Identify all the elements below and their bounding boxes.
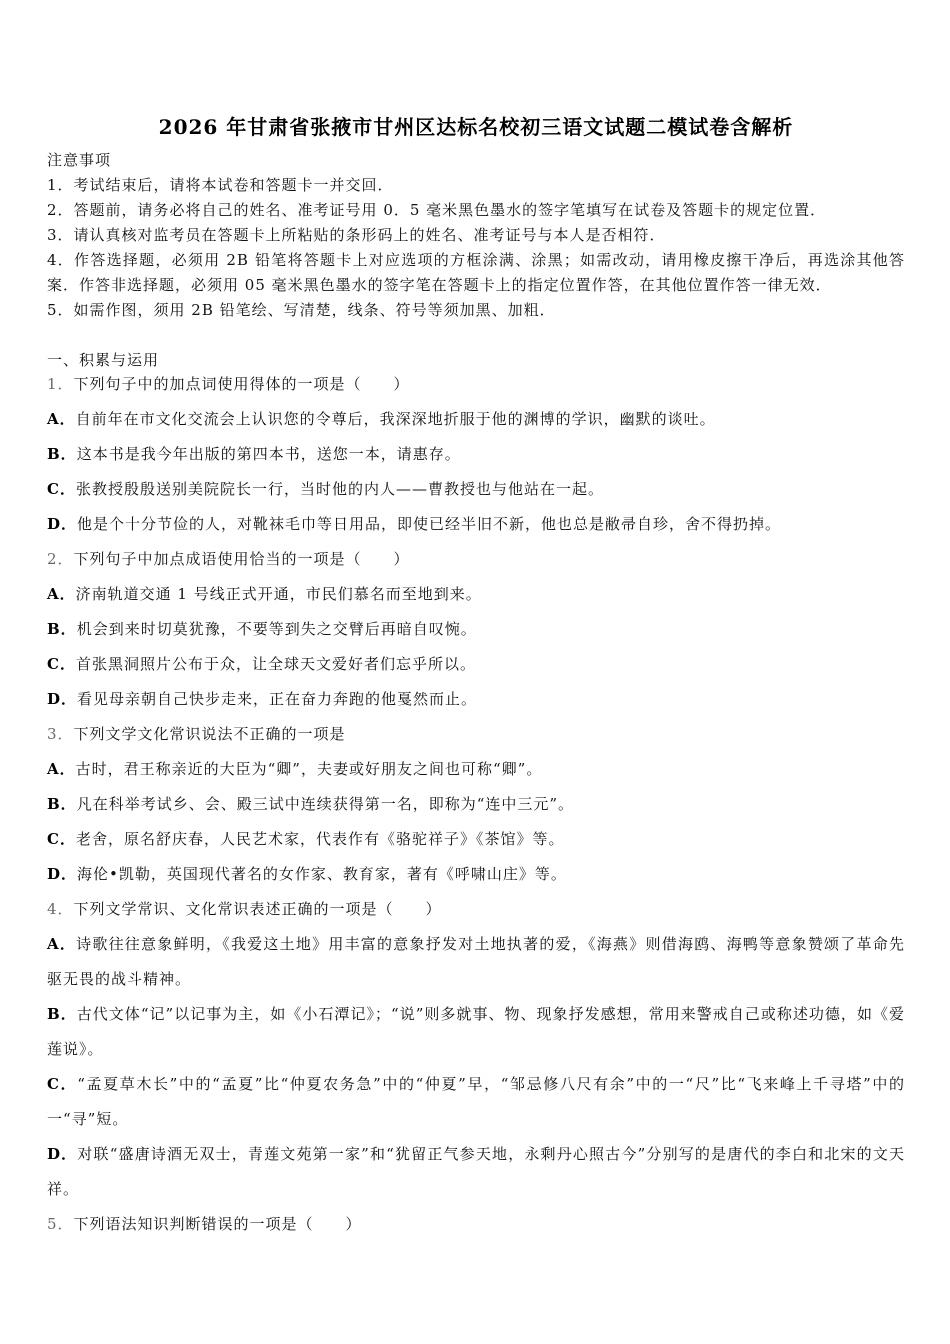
- question-4-number: 4．: [47, 900, 74, 918]
- notice-item-1: 1．考试结束后，请将本试卷和答题卡一并交回．: [47, 176, 394, 194]
- option-letter: C．: [47, 1075, 78, 1093]
- question-1-option-a: [47, 402, 905, 437]
- option-letter: B．: [47, 795, 77, 813]
- option-letter: C．: [47, 830, 76, 848]
- option-letter: C．: [47, 480, 76, 498]
- notice-item-3: 3．请认真核对监考员在答题卡上所粘贴的条形码上的姓名、准考证号与本人是否相符．: [47, 226, 666, 244]
- option-text: 海伦•凯勒，英国现代著名的女作家、教育家，著有《呼啸山庄》等。: [77, 865, 567, 883]
- notice-item-5: 5．如需作图，须用 2B 铅笔绘、写清楚，线条、符号等须加黑、加粗．: [47, 301, 556, 319]
- question-1-stem: 下列句子中的加点词使用得体的一项是（ ）: [73, 375, 410, 393]
- question-1-option-b: [47, 437, 905, 472]
- notice-heading: 注意事项: [47, 151, 112, 169]
- option-text: 张教授殷殷送别美院院长一行，当时他的内人——曹教授也与他站在一起。: [75, 480, 604, 498]
- question-4-option-c: [47, 1067, 905, 1137]
- question-3-option-a: [47, 752, 905, 787]
- question-2-option-a: [47, 577, 905, 612]
- question-5-number: 5．: [47, 1215, 74, 1233]
- option-letter: D．: [47, 515, 78, 533]
- notice-item-4: 4．作答选择题，必须用 2B 铅笔将答题卡上对应选项的方框涂满、涂黑；如需改动，请用橡皮擦干净后，再选涂其他答案．作答非选择题，必须用 05 毫米黑色墨水的签字笔在答题卡上的指定位置作答，在其他位置作答一律无效．: [47, 251, 905, 294]
- question-4-option-d: [47, 1137, 905, 1207]
- option-letter: A．: [47, 410, 76, 428]
- question-5-stem: 下列语法知识判断错误的一项是（ ）: [73, 1215, 362, 1233]
- section-heading: 一、积累与运用: [47, 351, 160, 369]
- notice-item-2: 2．答题前，请务必将自己的姓名、准考证号用 0．5 毫米黑色墨水的签字笔填写在试卷及答题卡的规定位置．: [47, 201, 827, 219]
- notice-block: [47, 148, 905, 323]
- option-letter: A．: [47, 935, 77, 953]
- option-text: 老舍，原名舒庆春，人民艺术家，代表作有《骆驼祥子》《茶馆》等。: [75, 830, 565, 848]
- option-text: 古时，君王称亲近的大臣为“卿”，夫妻或好朋友之间也可称“卿”。: [75, 760, 543, 778]
- question-4-stem-line: [47, 892, 905, 927]
- question-1: [47, 367, 905, 542]
- question-2-stem: 下列句子中加点成语使用恰当的一项是（ ）: [73, 550, 410, 568]
- option-letter: D．: [47, 690, 78, 708]
- question-4: [47, 892, 905, 1207]
- option-text: 诗歌往往意象鲜明，《我爱这土地》用丰富的意象抒发对土地执著的爱，《海燕》则借海鸥、海鸭等意象赞颂了革命先驱无畏的战斗精神。: [47, 935, 905, 988]
- option-letter: B．: [47, 1005, 77, 1023]
- document-title: 2026 年甘肃省张掖市甘州区达标名校初三语文试题二模试卷含解析: [158, 115, 794, 139]
- option-text: 这本书是我今年出版的第四本书，送您一本，请惠存。: [76, 445, 461, 463]
- question-4-option-b: [47, 997, 905, 1067]
- question-1-option-c: [47, 472, 905, 507]
- question-4-stem: 下列文学常识、文化常识表述正确的一项是（ ）: [73, 900, 442, 918]
- question-3-stem: 下列文学文化常识说法不正确的一项是: [73, 725, 346, 743]
- page-content: [47, 112, 905, 1242]
- option-text: 机会到来时切莫犹豫，不要等到失之交臂后再暗自叹惋。: [76, 620, 477, 638]
- option-letter: B．: [47, 620, 77, 638]
- question-3-stem-line: [47, 717, 905, 752]
- option-letter: D．: [47, 865, 78, 883]
- option-letter: B．: [47, 445, 77, 463]
- option-text: 济南轨道交通 1 号线正式开通，市民们慕名而至地到来。: [75, 585, 482, 603]
- question-2-option-b: [47, 612, 905, 647]
- option-letter: A．: [47, 585, 76, 603]
- question-1-option-d: [47, 507, 905, 542]
- question-5-stem-line: [47, 1207, 905, 1242]
- option-text: 凡在科举考试乡、会、殿三试中连续获得第一名，即称为“连中三元”。: [76, 795, 575, 813]
- option-text: 古代文体“记”以记事为主，如《小石潭记》；“说”则多就事、物、现象抒发感想，常用来警戒自己或称述功德，如《爱莲说》。: [47, 1005, 905, 1058]
- question-2-option-c: [47, 647, 905, 682]
- option-text: 他是个十分节俭的人，对靴袜毛巾等日用品，即使已经半旧不新，他也总是敝帚自珍，舍不得扔掉。: [77, 515, 782, 533]
- option-letter: C．: [47, 655, 76, 673]
- option-text: “孟夏草木长”中的“孟夏”比“仲夏农务急”中的“仲夏”早，“邹忌修八尺有余”中的一“尺”比“飞来峰上千寻塔”中的一“寻”短。: [47, 1075, 905, 1128]
- question-5: [47, 1207, 905, 1242]
- option-text: 首张黑洞照片公布于众，让全球天文爱好者们忘乎所以。: [75, 655, 476, 673]
- question-3-number: 3．: [47, 725, 74, 743]
- question-1-number: 1．: [47, 375, 74, 393]
- question-3-option-b: [47, 787, 905, 822]
- question-2-option-d: [47, 682, 905, 717]
- question-2-number: 2．: [47, 550, 74, 568]
- question-3-option-c: [47, 822, 905, 857]
- question-2: [47, 542, 905, 717]
- question-3: [47, 717, 905, 892]
- question-3-option-d: [47, 857, 905, 892]
- option-text: 看见母亲朝自己快步走来，正在奋力奔跑的他戛然而止。: [77, 690, 478, 708]
- option-text: 对联“盛唐诗酒无双士，青莲文苑第一家”和“犹留正气参天地，永剩丹心照古今”分别写的是唐代的李白和北宋的文天祥。: [47, 1145, 905, 1198]
- question-2-stem-line: [47, 542, 905, 577]
- option-letter: A．: [47, 760, 76, 778]
- question-1-stem-line: [47, 367, 905, 402]
- option-letter: D．: [47, 1145, 78, 1163]
- question-4-option-a: [47, 927, 905, 997]
- option-text: 自前年在市文化交流会上认识您的令尊后，我深深地折服于他的渊博的学识，幽默的谈吐。: [75, 410, 716, 428]
